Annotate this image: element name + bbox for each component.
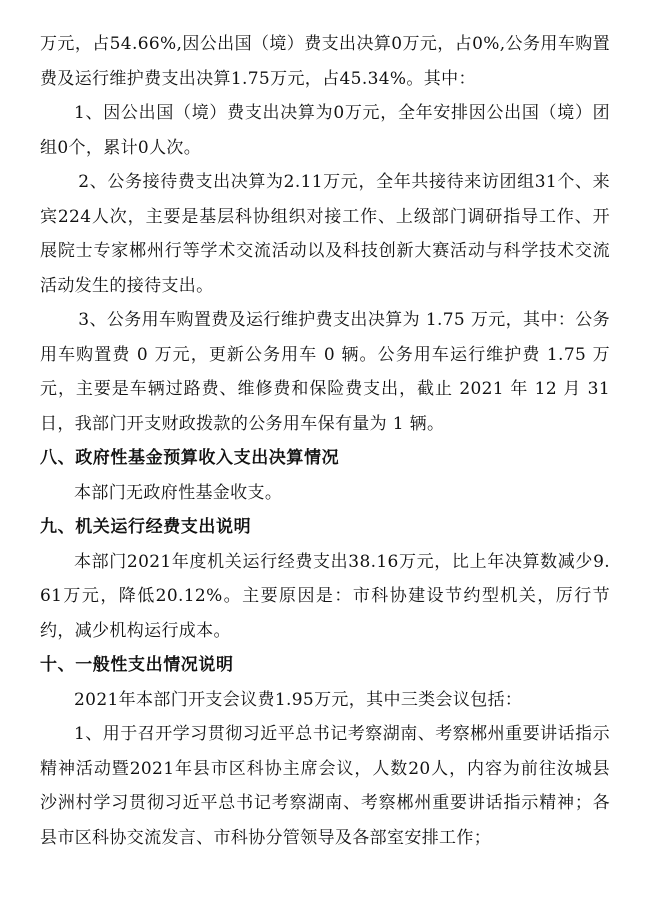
paragraph-vehicle-expense: 3、公务用车购置费及运行维护费支出决算为 1.75 万元，其中：公务用车购置费 0 万元，更新公务用车 0 辆。公务用车运行维护费 1.75 万元，主要是车辆过路费、维修费和保险费支出，截止 2021 年 12 月 31 日，我部门开支财政拨款的公务用车保有量为 1 辆。 bbox=[40, 310, 610, 434]
paragraph-operating-expense: 本部门2021年度机关运行经费支出38.16万元，比上年决算数减少9.61万元，降低20.12%。主要原因是：市科协建设节约型机关，厉行节约，减少机构运行成本。 bbox=[40, 551, 610, 641]
paragraph-government-fund: 本部门无政府性基金收支。 bbox=[74, 482, 283, 503]
heading-section-9: 九、机关运行经费支出说明 bbox=[40, 517, 252, 537]
paragraph-overseas-travel: 1、因公出国（境）费支出决算为0万元，全年安排因公出国（境）团组0个，累计0人次。 bbox=[40, 103, 610, 158]
paragraph-meeting-expense: 2021年本部门开支会议费1.95万元，其中三类会议包括： bbox=[74, 689, 523, 710]
paragraph-reception-expense: 2、公务接待费支出决算为2.11万元，全年共接待来访团组31个、来宾224人次，主要是基层科协组织对接工作、上级部门调研指导工作、开展院士专家郴州行等学术交流活动以及科技创新大赛活动与科学技术交流活动发生的接待支出。 bbox=[40, 172, 610, 296]
heading-section-8: 八、政府性基金预算收入支出决算情况 bbox=[40, 448, 340, 468]
heading-section-10: 十、一般性支出情况说明 bbox=[40, 655, 234, 675]
paragraph-meeting-item-1: 1、用于召开学习贯彻习近平总书记考察湖南、考察郴州重要讲话指示精神活动暨2021年县市区科协主席会议，人数20人，内容为前往汝城县沙洲村学习贯彻习近平总书记考察湖南、考察郴州重要讲话指示精神；各县市区科协交流发言、市科协分管领导及各部室安排工作； bbox=[40, 724, 610, 848]
paragraph-expense-summary: 万元，占54.66%,因公出国（境）费支出决算0万元，占0%,公务用车购置费及运行维护费支出决算1.75万元，占45.34%。其中： bbox=[40, 34, 610, 89]
